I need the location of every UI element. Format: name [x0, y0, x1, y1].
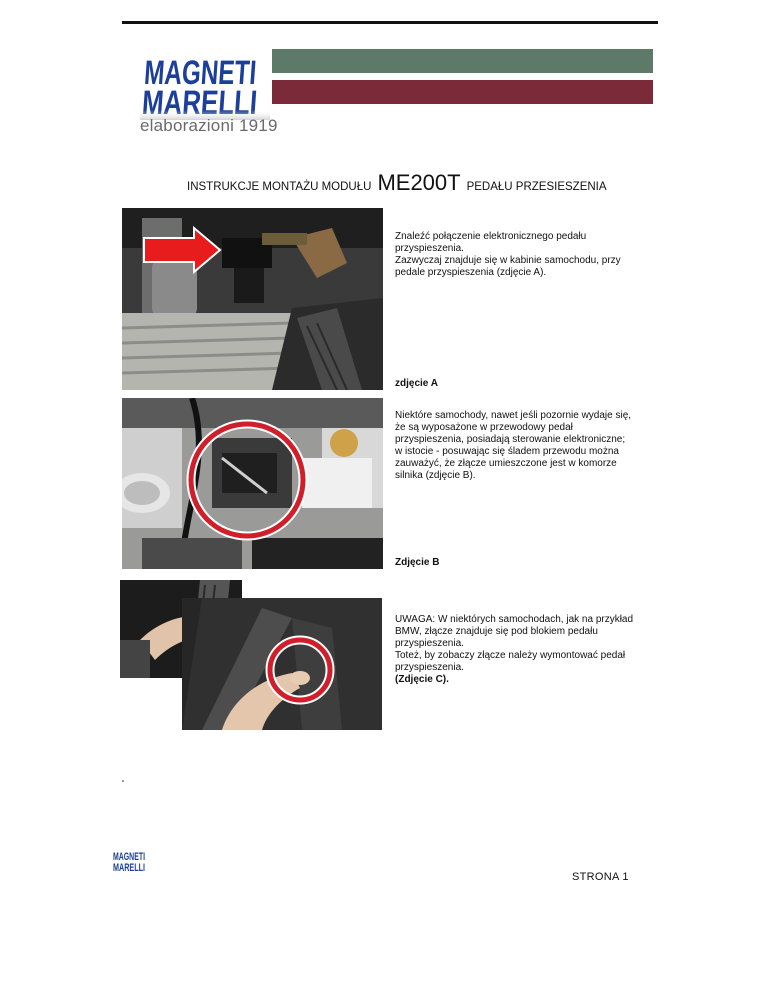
logo-line2: MARELLI [140, 84, 275, 122]
svg-text:MARELLI: MARELLI [113, 862, 145, 874]
photo-a-label: zdjęcie A [395, 378, 438, 389]
section-b-text: Niektóre samochody, nawet jeśli pozornie wydaje się, że są wyposażone w przewodowy pedał przyspieszenia, posiadają sterowanie elektroniczne; w istocie - posuwając się śladem przewodu można zauważyć, że złącze umieszczone jest w komorze silnika (zdjęcie B). [395, 410, 632, 481]
brand-subtitle: elaborazioni 1919 [140, 116, 278, 135]
document-title [187, 170, 607, 196]
title-prefix: INSTRUKCJE MONTAŻU MODUŁU [187, 181, 372, 193]
photo-c-2 [182, 598, 382, 730]
brand-bar-green [272, 49, 653, 73]
title-model: ME200T [377, 170, 461, 195]
page-number: STRONA 1 [572, 871, 629, 883]
section-a-text: Znaleźć połączenie elektronicznego pedału przyspieszenia. Zazwyczaj znajduje się w kabinie samochodu, przy pedale przyspieszenia (zdjęcie A). [395, 231, 621, 278]
stray-mark [122, 780, 124, 782]
logo-line1: MAGNETI [142, 54, 275, 92]
section-c-text: UWAGA: W niektórych samochodach, jak na przykład BMW, złącze znajduje się pod blokiem pedału przyspieszenia. Toteż, by zobaczy złącze należy wymontować pedał przyspieszenia. (Zdjęcie C). [395, 614, 634, 685]
photo-b [122, 398, 383, 569]
brand-bar-red [272, 80, 653, 104]
header-rule [122, 21, 658, 24]
photo-a [122, 208, 383, 390]
photo-b-label: Zdjęcie B [395, 557, 440, 568]
svg-text:MAGNETI: MAGNETI [113, 851, 145, 863]
footer-logo [112, 848, 146, 874]
title-suffix: PEDAŁU PRZESIESZENIA [466, 181, 607, 193]
